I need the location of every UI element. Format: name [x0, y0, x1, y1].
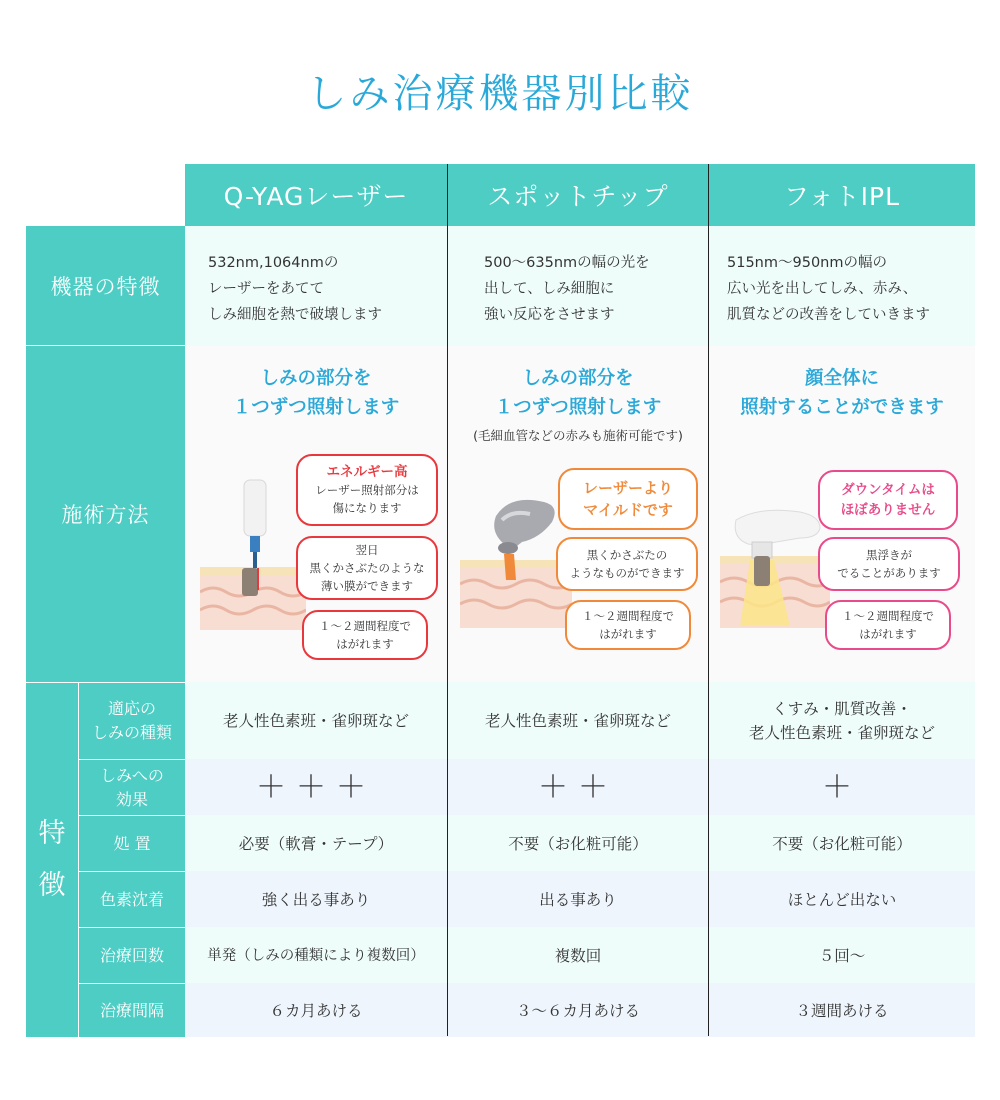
qyag-laser-illustration — [200, 472, 306, 632]
trait-sessions-qyag: 単発（しみの種類により複数回） — [207, 947, 425, 964]
trait-label-sessions: 治療回数 — [79, 928, 185, 983]
method-title-qyag: しみの部分を １つずつ照射します — [232, 368, 400, 418]
feature-text-photo-ipl: 515nm〜950nmの幅の 広い光を出してしみ、赤み、 肌質などの改善をしていきます — [727, 255, 930, 323]
traits-label-char-1: 特 — [38, 818, 66, 849]
trait-effect-spot-chip: ＋＋ — [538, 769, 618, 805]
trait-label-aftercare: 処 置 — [79, 816, 185, 871]
trait-interval-qyag: ６カ月あける — [269, 1001, 363, 1020]
bubble-qyag-next-day: 翌日 黒くかさぶたのような 薄い膜ができます — [296, 536, 438, 600]
column-header-photo-ipl: フォトIPL — [709, 164, 975, 226]
trait-label-effect: しみへの 効果 — [79, 760, 185, 815]
trait-effect-photo-ipl: ＋ — [822, 769, 862, 805]
trait-aftercare-spot-chip: 不要（お化粧可能） — [508, 834, 648, 853]
bubble-qyag-peel: １〜２週間程度で はがれます — [302, 610, 428, 660]
bubble-ipl-black-float: 黒浮きが でることがあります — [818, 537, 960, 591]
column-header-spot-chip: スポットチップ — [448, 164, 708, 226]
trait-stain-types-spot-chip: 老人性色素班・雀卵斑など — [484, 712, 671, 730]
trait-interval-photo-ipl: ３週間あける — [795, 1001, 889, 1020]
trait-sessions-photo-ipl: ５回〜 — [818, 946, 866, 965]
header-separator — [26, 345, 185, 346]
trait-pigmentation-spot-chip: 出る事あり — [539, 890, 617, 909]
bubble-ipl-peel: １〜２週間程度で はがれます — [825, 600, 951, 650]
column-header-qyag: Q-YAGレーザー — [185, 164, 447, 226]
trait-pigmentation-photo-ipl: ほとんど出ない — [787, 890, 897, 909]
traits-label-char-2: 徴 — [38, 870, 66, 901]
bubble-spot-chip-scab: 黒くかさぶたの ようなものができます — [556, 537, 698, 591]
bubble-qyag-energy: エネルギー高 レーザー照射部分は 傷になります — [296, 454, 438, 526]
trait-interval-spot-chip: ３〜６カ月あける — [515, 1001, 640, 1020]
photo-ipl-illustration — [720, 498, 830, 630]
page-title: しみ治療機器別比較 — [306, 71, 694, 117]
trait-effect-qyag: ＋＋＋ — [256, 769, 376, 805]
trait-stain-types-photo-ipl: くすみ・肌質改善・ 老人性色素班・雀卵斑など — [748, 700, 935, 742]
method-title-spot-chip: しみの部分を １つずつ照射します — [494, 368, 662, 418]
trait-label-interval: 治療間隔 — [79, 984, 185, 1037]
bubble-spot-chip-peel: １〜２週間程度で はがれます — [565, 600, 691, 650]
row-header-traits — [26, 683, 78, 1037]
row-header-features: 機器の特徴 — [26, 226, 185, 345]
trait-label-pigmentation: 色素沈着 — [79, 872, 185, 927]
trait-pigmentation-qyag: 強く出る事あり — [261, 890, 371, 909]
method-title-photo-ipl: 顔全体に 照射することができます — [740, 368, 944, 418]
trait-label-stain-types: 適応の しみの種類 — [79, 683, 185, 759]
trait-aftercare-qyag: 必要（軟膏・テープ） — [238, 834, 394, 853]
feature-text-spot-chip: 500〜635nmの幅の光を 出して、しみ細胞に 強い反応をさせます — [484, 255, 650, 323]
header-separator — [26, 682, 185, 683]
bubble-ipl-downtime: ダウンタイムは ほぼありません — [818, 470, 958, 530]
trait-stain-types-qyag: 老人性色素班・雀卵斑など — [222, 712, 409, 730]
trait-aftercare-photo-ipl: 不要（お化粧可能） — [772, 834, 912, 853]
header-separator — [78, 683, 79, 1037]
method-note-spot-chip: (毛細血管などの赤みも施術可能です) — [473, 428, 683, 443]
trait-sessions-spot-chip: 複数回 — [554, 946, 602, 965]
feature-text-qyag: 532nm,1064nmの レーザーをあてて しみ細胞を熱で破壊します — [208, 255, 382, 323]
row-header-method: 施術方法 — [26, 346, 185, 682]
bubble-spot-chip-mild: レーザーより マイルドです — [558, 468, 698, 530]
